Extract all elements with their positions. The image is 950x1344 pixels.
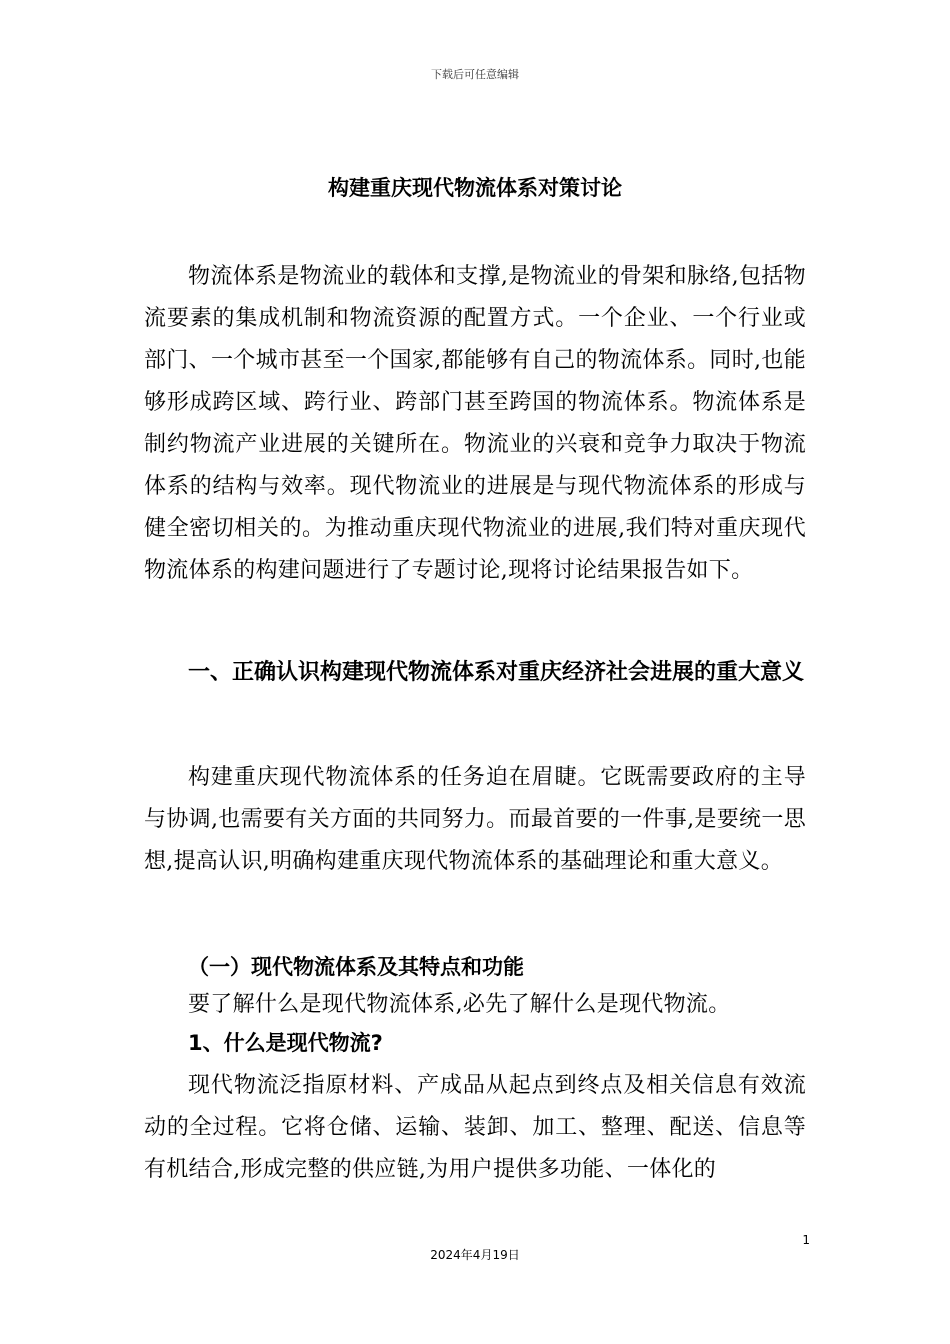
intro-block (144, 256, 806, 592)
q1-body-block (144, 1065, 806, 1191)
section1-heading: 一、正确认识构建现代物流体系对重庆经济社会进展的重大意义 (188, 660, 805, 685)
footer-date: 2024年4月19日 (430, 1248, 520, 1262)
sub1-heading: （一）现代物流体系及其特点和功能 (188, 955, 524, 979)
sub1-block (144, 948, 806, 1062)
section1-block (144, 652, 806, 694)
q1-heading: 1、什么是现代物流? (188, 1031, 383, 1055)
intro-paragraph: 物流体系是物流业的载体和支撑,是物流业的骨架和脉络,包括物流要素的集成机制和物流资源的配置方式。一个企业、一个行业或部门、一个城市甚至一个国家,都能够有自己的物流体系。同时,也能够形成跨区域、跨行业、跨部门甚至跨国的物流体系。物流体系是制约物流产业进展的关键所在。物流业的兴衰和竞争力取决于物流体系的结构与效率。现代物流业的进展是与现代物流体系的形成与健全密切相关的。为推动重庆现代物流业的进展,我们特对重庆现代物流体系的构建问题进行了专题讨论,现将讨论结果报告如下。 (144, 264, 806, 583)
section1-paragraph: 构建重庆现代物流体系的任务迫在眉睫。它既需要政府的主导与协调,也需要有关方面的共同努力。而最首要的一件事,是要统一思想,提高认识,明确构建重庆现代物流体系的基础理论和重大意义。 (144, 765, 806, 874)
section1-body-block (144, 757, 806, 883)
document-title: 构建重庆现代物流体系对策讨论 (328, 176, 622, 200)
page-number: 1 (802, 1233, 810, 1247)
header-note: 下载后可任意编辑 (431, 68, 519, 81)
q1-paragraph: 现代物流泛指原材料、产成品从起点到终点及相关信息有效流动的全过程。它将仓储、运输、装卸、加工、整理、配送、信息等有机结合,形成完整的供应链,为用户提供多功能、一体化的 (144, 1073, 806, 1182)
sub1-paragraph: 要了解什么是现代物流体系,必先了解什么是现代物流。 (188, 992, 731, 1017)
